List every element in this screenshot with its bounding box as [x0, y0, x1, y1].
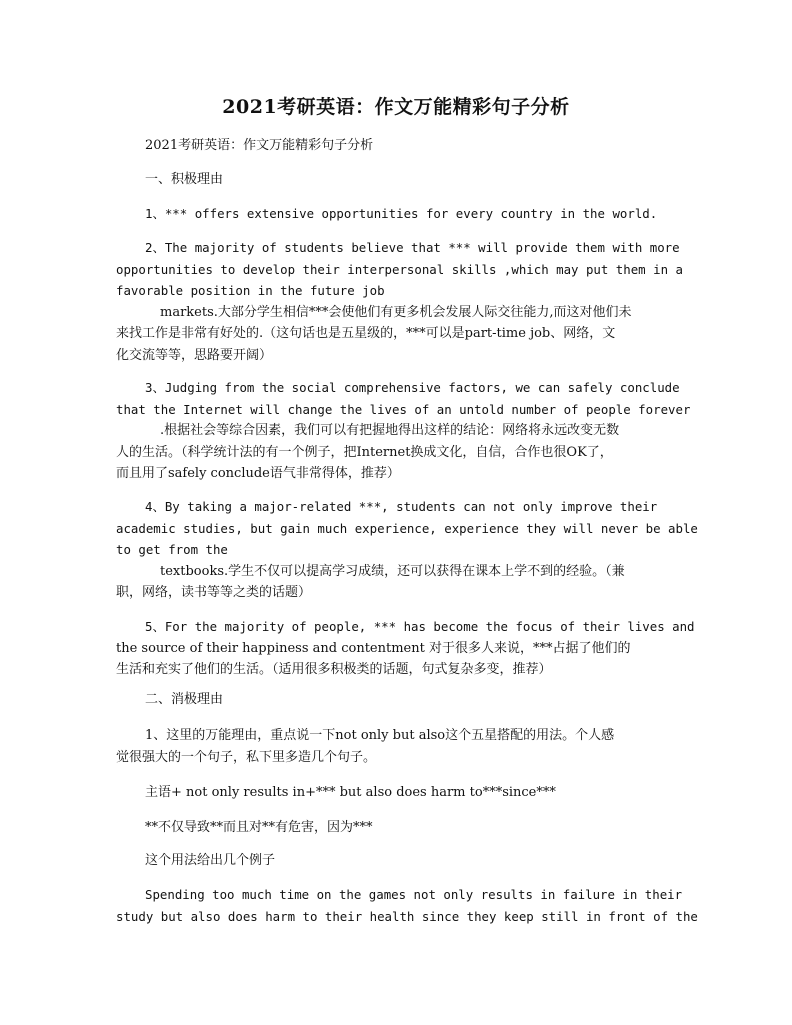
paragraph-1	[116, 203, 676, 225]
formula-line	[116, 782, 676, 804]
section-heading-text: 一、积极理由	[145, 172, 224, 187]
formula-translation	[116, 817, 676, 839]
paragraph-line: textbooks.学生不仅可以提高学习成绩，还可以获得在课本上学不到的经验。（兼	[160, 563, 625, 579]
subtitle-text: 2021考研英语：作文万能精彩句子分析	[145, 138, 374, 153]
example-intro	[116, 850, 676, 872]
paragraph-line: 5、For the majority of people, *** has become the focus of their lives and	[145, 619, 695, 634]
paragraph-line: 而且用了safely conclude语气非常得体，推荐）	[116, 466, 400, 481]
paragraph-line: 来找工作是非常有好处的.（这句话也是五星级的，***可以是part-time job、网络，文	[116, 326, 616, 341]
paragraph-line: 职，网络，读书等等之类的话题）	[116, 585, 312, 600]
paragraph-line: opportunities to develop their interpersonal skills ,which may put them in a	[116, 261, 683, 277]
paragraph-line: 觉很强大的一个句子，私下里多造几个句子。	[116, 749, 377, 765]
paragraph-line: to get from the	[116, 542, 228, 557]
paragraph-line: markets.大部分学生相信***会使他们有更多机会发展人际交往能力,而这对他们未	[160, 304, 632, 320]
formula-translation-text: **不仅导致**而且对**有危害，因为***	[145, 820, 373, 835]
paragraph-line: 人的生活。（科学统计法的有一个例子，把Internet换成文化，自信，合作也很OK了，	[116, 444, 613, 460]
paragraph-line: .根据社会等综合因素，我们可以有把握地得出这样的结论：网络将永远改变无数	[160, 423, 620, 438]
paragraph-line: Spending too much time on the games not only results in failure in their	[145, 887, 683, 902]
section-heading-negative	[116, 689, 676, 711]
paragraph-line: the source of their happiness and contentment 对于很多人来说，***占据了他们的	[116, 640, 631, 656]
paragraph-line: that the Internet will change the lives of an untold number of people forever	[116, 401, 691, 417]
paragraph-line: 化交流等等，思路要开阔）	[116, 347, 273, 363]
paragraph-2	[116, 237, 683, 366]
paragraph-line: 2、The majority of students believe that *** will provide them with more	[145, 240, 680, 255]
paragraph-line: 1、*** offers extensive opportunities for every country in the world.	[145, 206, 658, 221]
document-title: 2021考研英语：作文万能精彩句子分析	[222, 96, 570, 118]
paragraph-line: 1、这里的万能理由，重点说一下not only but also这个五星搭配的用法。个人感	[145, 728, 615, 743]
paragraph-line: study but also does harm to their health since they keep still in front of the	[116, 908, 698, 924]
section-heading-text: 二、消极理由	[145, 692, 224, 707]
example-intro-text: 这个用法给出几个例子	[145, 853, 276, 868]
paragraph-4	[116, 496, 698, 604]
paragraph-line: 生活和充实了他们的生活。（适用很多积极类的话题，句式复杂多变，推荐）	[116, 662, 552, 677]
section-heading-positive	[116, 169, 676, 191]
paragraph-line: 4、By taking a major-related ***, students can not only improve their	[145, 499, 658, 514]
paragraph-line: favorable position in the future job	[116, 283, 385, 298]
formula-text: 主语+ not only results in+*** but also does harm to***since***	[145, 785, 556, 800]
negative-paragraph-1	[116, 725, 676, 768]
paragraph-line: academic studies, but gain much experience, experience they will never be able	[116, 520, 698, 536]
paragraph-5	[116, 616, 695, 681]
paragraph-3	[116, 377, 691, 485]
paragraph-line: 3、Judging from the social comprehensive factors, we can safely conclude	[145, 380, 680, 395]
example-paragraph	[116, 884, 698, 927]
subtitle	[116, 135, 676, 157]
